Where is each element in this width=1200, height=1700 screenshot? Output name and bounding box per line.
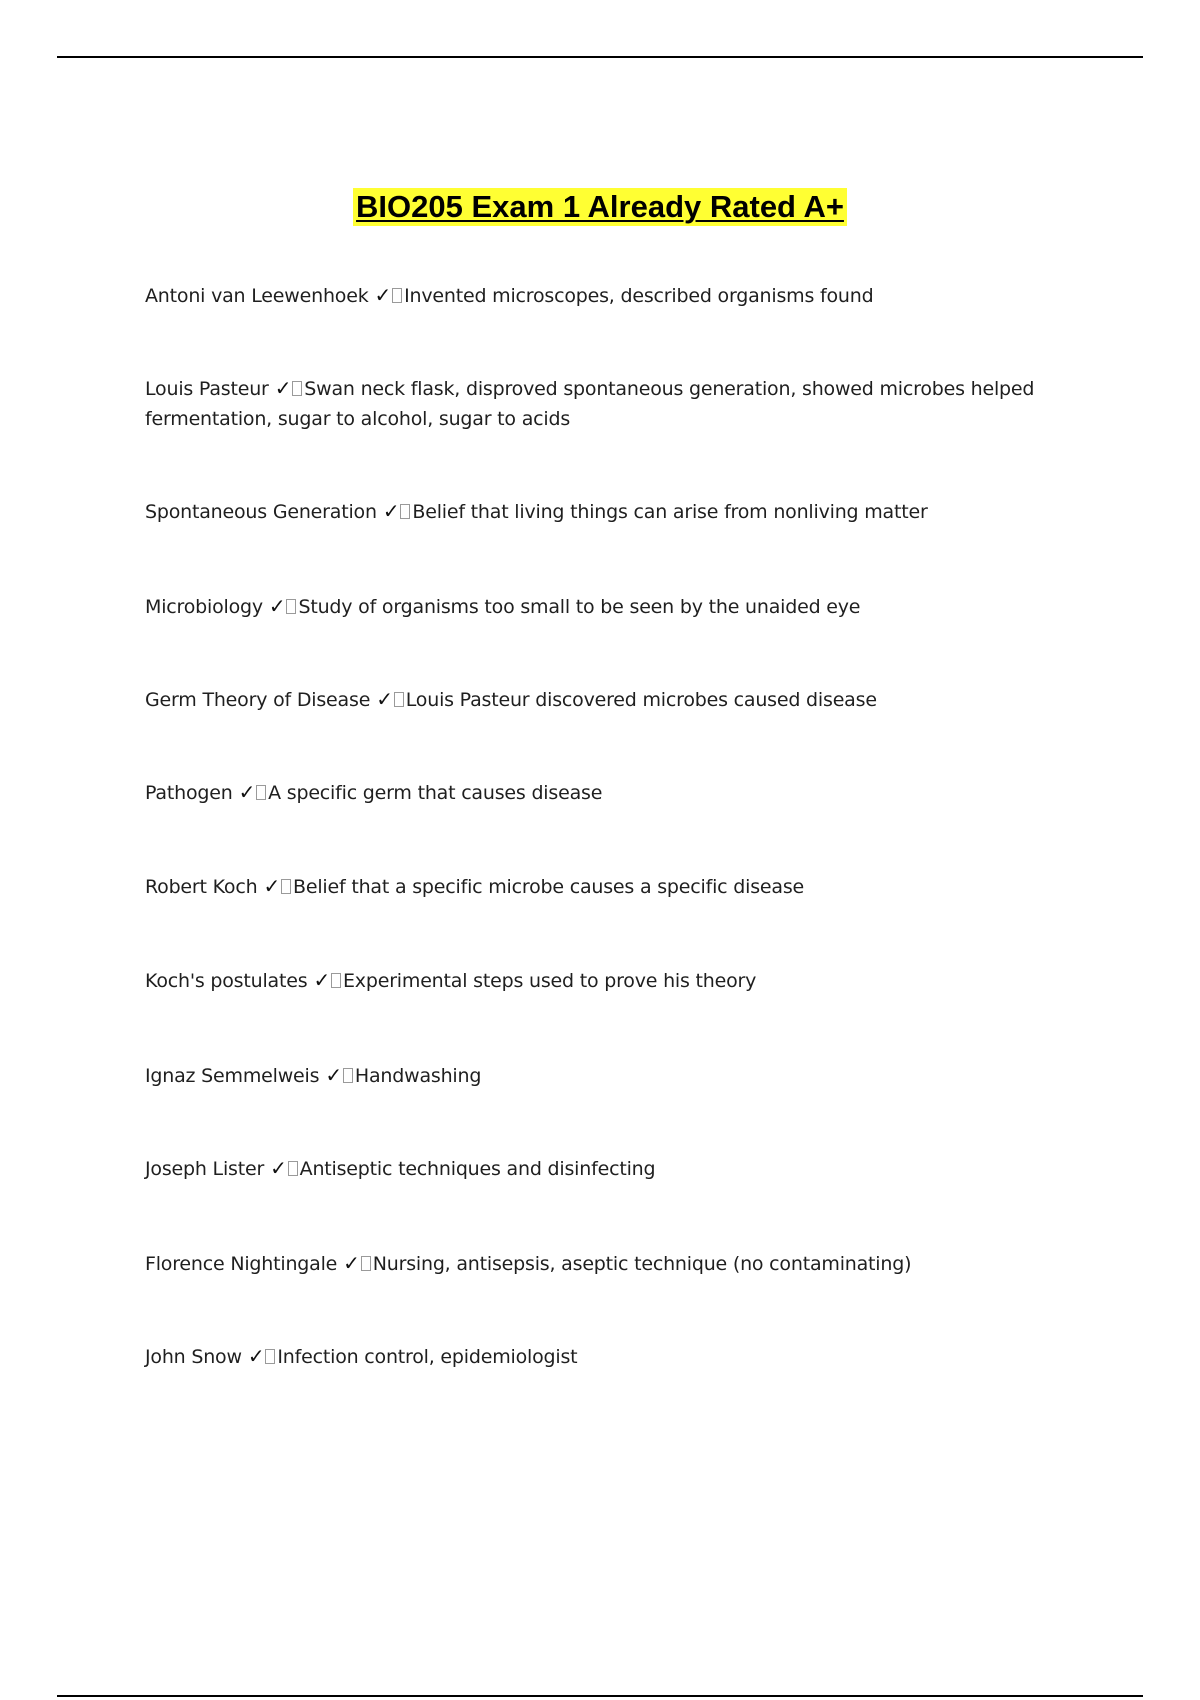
entry-term: Robert Koch [145, 876, 258, 898]
entry-definition: Belief that a specific microbe causes a specific disease [293, 876, 805, 898]
check-icon: ✓ [270, 1156, 287, 1180]
missing-glyph-icon [286, 599, 296, 614]
list-item [145, 1248, 1045, 1279]
missing-glyph-icon [281, 879, 291, 894]
entry-definition: Handwashing [354, 1065, 482, 1087]
entry-term: Koch's postulates [145, 970, 308, 992]
entry-definition: Nursing, antisepsis, aseptic technique (no contaminating) [372, 1253, 912, 1275]
entry-definition: Antiseptic techniques and disinfecting [299, 1158, 656, 1180]
entry-definition: Louis Pasteur discovered microbes caused disease [405, 689, 877, 711]
check-icon: ✓ [268, 594, 286, 618]
entry-term: Pathogen [145, 782, 233, 804]
missing-glyph-icon [394, 692, 404, 707]
entry-definition: Swan neck flask, disproved spontaneous generation, showed microbes helped fermentation, sugar to alcohol, sugar to acids [145, 378, 1035, 430]
check-icon: ✓ [376, 687, 393, 711]
list-item [145, 1341, 1045, 1372]
entry-term: Germ Theory of Disease [145, 689, 371, 711]
entry-definition: Experimental steps used to prove his theory [343, 970, 757, 992]
check-icon: ✓ [325, 1063, 342, 1087]
entry-definition: Invented microscopes, described organisms found [404, 285, 874, 307]
top-rule [57, 56, 1143, 58]
list-item [145, 871, 1045, 902]
missing-glyph-icon [265, 1349, 275, 1364]
check-icon: ✓ [343, 1251, 360, 1275]
entry-definition: A specific germ that causes disease [268, 782, 603, 804]
entry-term: John Snow [145, 1346, 242, 1368]
entry-definition: Belief that living things can arise from nonliving matter [412, 501, 928, 523]
list-item [145, 496, 1045, 527]
list-item [145, 591, 1045, 622]
entry-term: Spontaneous Generation [145, 501, 377, 523]
entry-term: Antoni van Leewenhoek [145, 285, 369, 307]
entry-term: Microbiology [145, 596, 263, 618]
list-item [145, 1060, 1045, 1091]
check-icon: ✓ [247, 1344, 265, 1368]
list-item [145, 1153, 1045, 1184]
missing-glyph-icon [292, 381, 302, 396]
check-icon: ✓ [263, 874, 281, 898]
bottom-rule [57, 1695, 1143, 1697]
title-container [0, 188, 1200, 226]
missing-glyph-icon [400, 504, 410, 519]
missing-glyph-icon [361, 1256, 371, 1271]
list-item [145, 684, 1045, 715]
entry-term: Florence Nightingale [145, 1253, 338, 1275]
missing-glyph-icon [343, 1068, 353, 1083]
check-icon: ✓ [374, 283, 392, 307]
entry-definition: Infection control, epidemiologist [277, 1346, 578, 1368]
entry-definition: Study of organisms too small to be seen by the unaided eye [298, 596, 861, 618]
entry-term: Joseph Lister [145, 1158, 265, 1180]
entry-term: Ignaz Semmelweis [145, 1065, 320, 1087]
entry-term: Louis Pasteur [145, 378, 269, 400]
check-icon: ✓ [274, 376, 292, 400]
list-item [145, 777, 1045, 808]
missing-glyph-icon [288, 1161, 298, 1176]
check-icon: ✓ [313, 968, 330, 992]
check-icon: ✓ [238, 780, 256, 804]
missing-glyph-icon [256, 785, 266, 800]
missing-glyph-icon [331, 973, 341, 988]
document-title: BIO205 Exam 1 Already Rated A+ [353, 188, 847, 226]
list-item [145, 965, 1045, 996]
list-item [145, 373, 1045, 434]
missing-glyph-icon [392, 288, 402, 303]
check-icon: ✓ [382, 499, 400, 523]
list-item [145, 280, 1045, 311]
